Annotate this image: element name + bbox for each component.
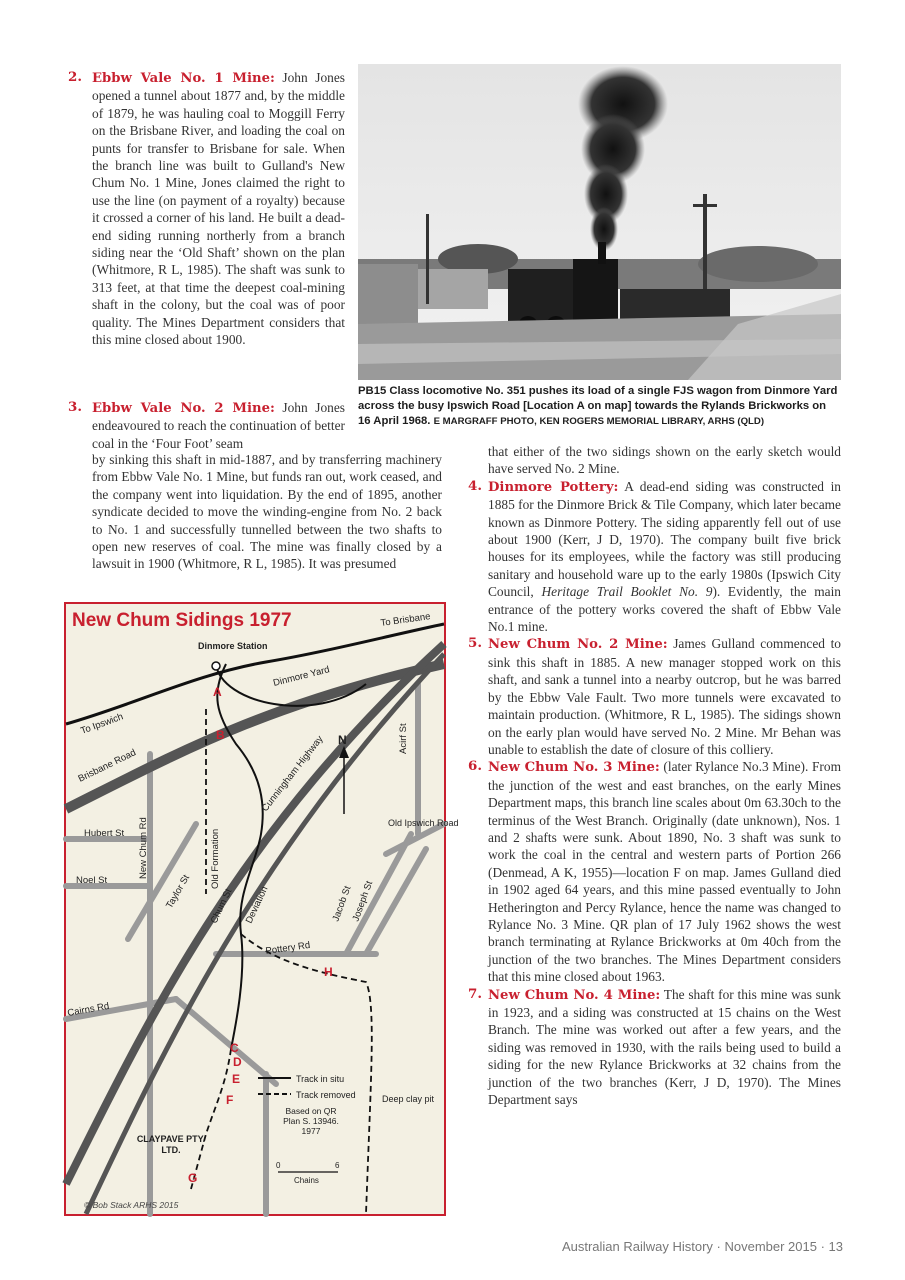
item-3-ebbw-vale-no2 xyxy=(68,399,346,452)
location-a: A xyxy=(213,685,222,699)
item-2-body: John Jones opened a tunnel about 1877 and, by the middle of 1879, he was hauling coal to Moggill Ferry on the Brisbane River, and loading the coal on punts for transfer to Brisbane for sale. When the branch line was built to Gulland's New Chum No. 1 Mine, Jones claimed the right to use the line (on payment of a royalty) because it crossed a corner of his land. He built a dead-end siding running northerly from a branch siding near the ‘Old Shaft’ shown on the plan (Whitmore, R L, 1985). The shaft was sunk to 313 feet, at that time the deepest coal-mining shaft in the colony, but the coal was of poor quality. The Mines Department considers that this mine closed about 1900. xyxy=(92,70,346,348)
new-chum-sidings-map xyxy=(64,602,459,1216)
cunningham-highway-label: Cunningham Highway xyxy=(259,733,326,814)
map-title: New Chum Sidings 1977 xyxy=(72,610,292,631)
jacob-st-label: Jacob St xyxy=(330,884,354,924)
item-3-body-a: John Jones endeavoured to reach the continuation of better coal in the ‘Four Foot’ seam xyxy=(92,400,346,451)
legend-in-situ: Track in situ xyxy=(296,1074,345,1084)
item-5-heading: New Chum No. 2 Mine: xyxy=(488,637,668,653)
item-3-number: 3. xyxy=(68,399,82,415)
item-2-heading: Ebbw Vale No. 1 Mine: xyxy=(92,71,275,86)
item-3-heading: Ebbw Vale No. 2 Mine: xyxy=(92,401,275,416)
item-4-heading: Dinmore Pottery: xyxy=(488,479,619,495)
item-5-new-chum-no2 xyxy=(468,635,841,758)
dinmore-station-marker xyxy=(212,662,220,670)
item-5-body: James Gulland commenced to sink this shaft in 1885. A new manager stopped work on this shaft, and sank a tunnel into a nearby outcrop, but he was barred by the Ebbw Vale Fault. Two more tunnels were excavated to maintain production. (Whitmore, R L, 1985). The sidings shown on the early plan would have served No. 2 Mine. Mr Behan was unable to establish the date of closure of this colliery. xyxy=(488,636,841,757)
deviation-label: Deviation xyxy=(243,884,271,926)
scale-six: 6 xyxy=(335,1161,340,1170)
scale-unit: Chains xyxy=(294,1176,319,1185)
dinmore-station-label: Dinmore Station xyxy=(198,641,268,651)
old-ipswich-road-label: Old Ipswich Road xyxy=(388,818,459,828)
dinmore-yard-label: Dinmore Yard xyxy=(272,664,331,689)
claypave-label: CLAYPAVE PTY. LTD. xyxy=(136,1134,206,1155)
location-b: B xyxy=(216,728,225,742)
item-7-new-chum-no4 xyxy=(468,985,841,1109)
map-drawing xyxy=(66,604,459,1214)
continued-paragraph: that either of the two sidings shown on the early sketch would have served No. 2 Mine. xyxy=(488,444,841,477)
item-4-dinmore-pottery xyxy=(468,477,841,636)
brisbane-road-highway xyxy=(66,664,444,809)
item-7-number: 7. xyxy=(468,985,482,1002)
photo-caption xyxy=(358,384,841,429)
north-label: N xyxy=(338,733,347,747)
item-7-heading: New Chum No. 4 Mine: xyxy=(488,987,661,1003)
locomotive-photo-image xyxy=(358,64,841,380)
page-footer: Australian Railway History · November 2015 · 13 xyxy=(561,1239,843,1254)
location-c: C xyxy=(230,1041,239,1055)
joseph-st-label: Joseph St xyxy=(350,879,376,924)
item-4-booklet: Heritage Trail Booklet No. 9 xyxy=(541,584,713,600)
map-copyright: © Bob Stack ARHS 2015 xyxy=(84,1200,179,1210)
chum-st-label: Chum St xyxy=(208,887,235,926)
locomotive-photo xyxy=(358,64,841,380)
location-f: F xyxy=(226,1093,234,1107)
item-6-heading: New Chum No. 3 Mine: xyxy=(488,760,660,776)
item-6-number: 6. xyxy=(468,758,482,775)
location-d: D xyxy=(233,1055,242,1069)
hubert-st-label: Hubert St xyxy=(84,828,125,839)
to-brisbane-label: To Brisbane xyxy=(379,611,432,629)
new-chum-rd-label: New Chum Rd xyxy=(138,817,149,879)
item-4-body-b: ). Evidently, the main entrance of the pottery works covered the shaft of Ebbw Vale No.1 mine. xyxy=(488,584,841,635)
acirf-st-label: Acirf St xyxy=(398,723,409,754)
location-h: H xyxy=(324,965,333,979)
item-7-body: The shaft for this mine was sunk in 1923, and a siding was constructed at 15 chains on the West Branch. The mine was worked out after a few years, and the siding was removed in 1930, with the rails being used to build a siding for the new Rylance Brickworks at 32 chains from the junction of the two branches (Kerr, J D, 1970). The Mines Department says xyxy=(488,986,841,1108)
to-ipswich-label: To Ipswich xyxy=(79,711,125,737)
scale-zero: 0 xyxy=(276,1161,281,1170)
item-3-continued: by sinking this shaft in mid-1887, and by transferring machinery from Ebbw Vale No. 1 Mine, but funds ran out, work ceased, and the company went into liquidation. By the end of 1895, another syndicate decided to move the winding-engine from No. 2 back to No. 1 and successfully tunnelled between the two shafts to open new reserves of coal. The mine was finally closed by a lawsuit in 1900 (Whitmore, R L, 1985). It was presumed xyxy=(92,452,442,572)
caption-text: PB15 Class locomotive No. 351 pushes its load of a single FJS wagon from Dinmore Yard across the busy Ipswich Road [Location A on map] towards the Rylands Brickworks on 16 April 1968. xyxy=(358,385,838,427)
brisbane-road-label: Brisbane Road xyxy=(76,747,138,785)
item-2-number: 2. xyxy=(68,69,82,85)
noel-st-label: Noel St xyxy=(76,875,108,886)
caption-credit: E MARGRAFF PHOTO, KEN ROGERS MEMORIAL LIBRARY, ARHS (QLD) xyxy=(433,416,765,427)
deep-clay-pit-label: Deep clay pit xyxy=(381,1094,435,1104)
legend-removed: Track removed xyxy=(296,1090,356,1100)
item-4-body-a: A dead-end siding was constructed in 1885 for the Dinmore Brick & Tile Company, which later became known as Dinmore Pottery. The siding apparently fell out of use about 1900 (Kerr, J D, 1970). The company built five brick houses for its employees, while the factory was still producing sanitary and household ware up to the early 1980s (Ipswich City Council, xyxy=(488,478,841,600)
item-5-number: 5. xyxy=(468,635,482,652)
pottery-rd-label: Pottery Rd xyxy=(264,939,311,957)
column-2-text xyxy=(468,443,841,1108)
taylor-st-label: Taylor St xyxy=(164,872,193,911)
old-formation-label: Old Formation xyxy=(210,828,221,889)
item-2-ebbw-vale-no1 xyxy=(68,69,346,349)
dinmore-yard-track xyxy=(216,664,366,706)
based-on-note: Based on QR Plan S. 13946. 1977 xyxy=(283,1106,339,1136)
item-4-number: 4. xyxy=(468,477,482,494)
item-6-body: (later Rylance No.3 Mine). From the junction of the west and east branches, on the early Mines Department maps, this branch line scales about 0m 63.30ch to the terminus of the West Branch. Originally (date unknown), Nos. 1 and 2 shafts were sunk. About 1890, No. 3 shaft was sunk to work the coal in the central and western parts of Portion 266 (Denmead, A K, 1955)—location F on map. James Gulland died in 1902 aged 64 years, and this mine passed eventually to John Hetherington and Percy Rylance, hence the name was changed to Rylance No. 3 Mine. QR plan of 17 July 1962 shows the west branch terminating at Rylance Brickworks at 0m 40ch from the junction of the two branches. The Mines Department considers that this mine closed about 1963. xyxy=(488,759,841,985)
removed-track-south xyxy=(191,1049,234,1189)
location-e: E xyxy=(232,1072,241,1086)
location-g: G xyxy=(188,1171,198,1185)
cairns-rd-label: Cairns Rd xyxy=(66,1000,111,1019)
item-6-new-chum-no3 xyxy=(468,758,841,985)
